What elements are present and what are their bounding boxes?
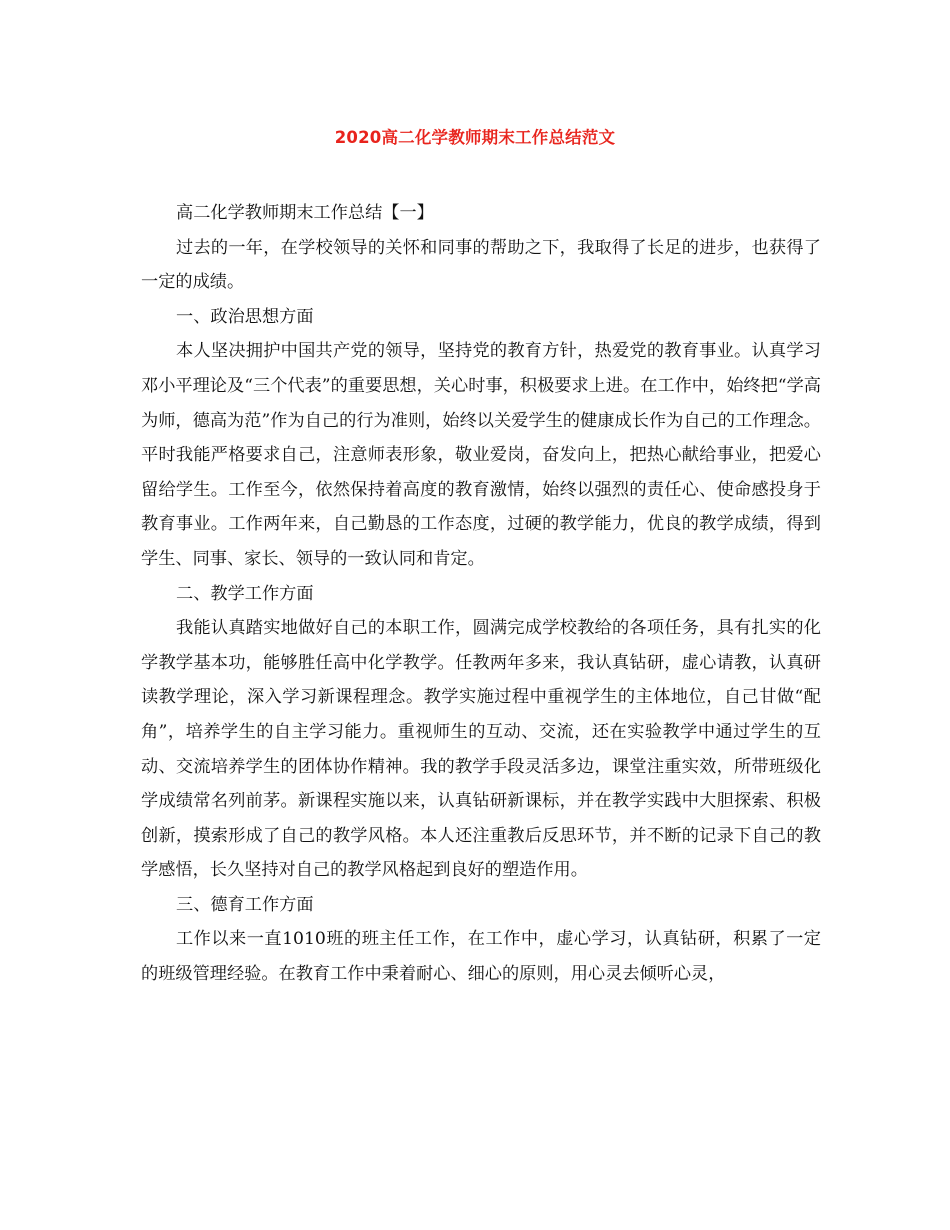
document-title: 2020高二化学教师期末工作总结范文 [334,128,616,147]
document-body [141,196,821,992]
paragraph-politics: 本人坚决拥护中国共产党的领导，坚持党的教育方针，热爱党的教育事业。认真学习邓小平理论及“三个代表”的重要思想，关心时事，积极要求上进。在工作中，始终把“学高为师，德高为范”作为自己的行为准则，始终以关爱学生的健康成长作为自己的工作理念。平时我能严格要求自己，注意师表形象，敬业爱岗，奋发向上，把热心献给事业，把爱心留给学生。工作至今，依然保持着高度的教育激情，始终以强烈的责任心、使命感投身于教育事业。工作两年来，自己勤恳的工作态度，过硬的教学能力，优良的教学成绩，得到学生、同事、家长、领导的一致认同和肯定。 [141,341,821,569]
section-heading-moral-education: 三、德育工作方面 [176,894,314,915]
section-heading-politics: 一、政治思想方面 [176,306,314,327]
section-heading-teaching: 二、教学工作方面 [176,583,314,604]
document-subtitle: 高二化学教师期末工作总结【一】 [176,203,434,223]
paragraph-teaching: 我能认真踏实地做好自己的本职工作，圆满完成学校教给的各项任务，具有扎实的化学教学基本功，能够胜任高中化学教学。任教两年多来，我认真钻研，虚心请教，认真研读教学理论，深入学习新课程理念。教学实施过程中重视学生的主体地位，自己甘做“配角”，培养学生的自主学习能力。重视师生的互动、交流，还在实验教学中通过学生的互动、交流培养学生的团体协作精神。我的教学手段灵活多边，课堂注重实效，所带班级化学成绩常名列前茅。新课程实施以来，认真钻研新课标，并在教学实践中大胆探索、积极创新，摸索形成了自己的教学风格。本人还注重教后反思环节，并不断的记录下自己的教学感悟，长久坚持对自己的教学风格起到良好的塑造作用。 [141,618,821,881]
paragraph-moral-education: 工作以来一直1010班的班主任工作，在工作中，虚心学习，认真钻研，积累了一定的班级管理经验。在教育工作中秉着耐心、细心的原则，用心灵去倾听心灵， [141,929,821,985]
paragraph-intro: 过去的一年，在学校领导的关怀和同事的帮助之下，我取得了长足的进步，也获得了一定的成绩。 [141,237,821,293]
